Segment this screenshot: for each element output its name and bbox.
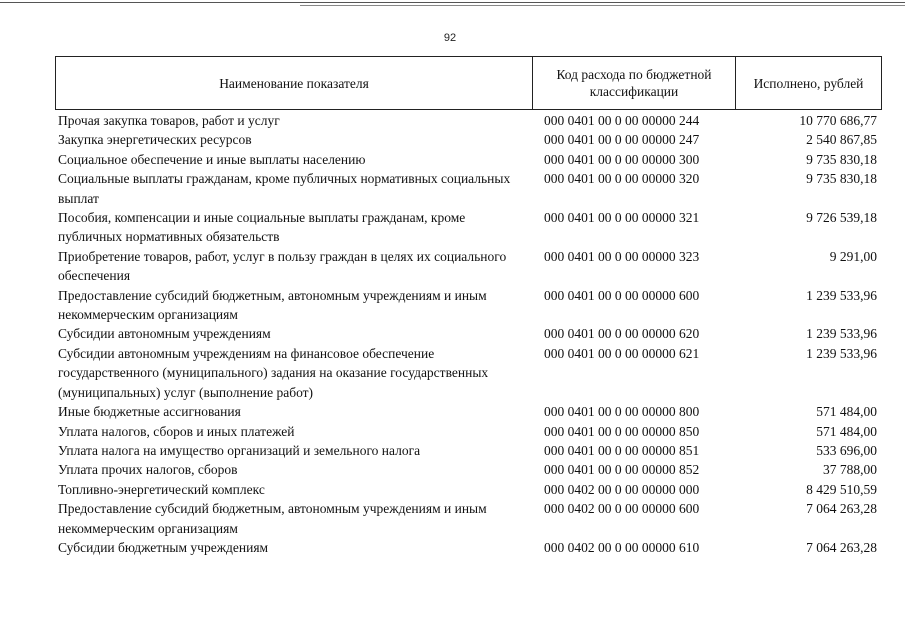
table-row bbox=[55, 111, 882, 130]
row-indicator-name: Субсидии автономным учреждениям на финансовое обеспечение государственного (муниципального) задания на оказание государственных (муниципальных) услуг (выполнение работ) bbox=[58, 345, 489, 400]
table-row bbox=[55, 130, 882, 149]
row-amount: 37 788,00 bbox=[823, 462, 877, 478]
row-budget-code: 000 0401 00 0 00 00000 621 bbox=[544, 345, 700, 361]
row-amount: 571 484,00 bbox=[816, 423, 877, 439]
row-indicator-name: Социальные выплаты гражданам, кроме публичных нормативных социальных выплат bbox=[58, 171, 511, 206]
row-amount: 533 696,00 bbox=[816, 442, 877, 458]
header-indicator-name: Наименование показателя bbox=[56, 57, 533, 109]
row-indicator-name: Социальное обеспечение и иные выплаты населению bbox=[58, 151, 366, 167]
row-amount: 1 239 533,96 bbox=[806, 345, 877, 361]
table-row bbox=[55, 344, 882, 402]
row-budget-code: 000 0401 00 0 00 00000 244 bbox=[544, 113, 700, 128]
table-row bbox=[55, 150, 882, 169]
row-amount: 9 735 830,18 bbox=[806, 171, 877, 187]
row-budget-code: 000 0402 00 0 00 00000 610 bbox=[544, 539, 700, 555]
row-budget-code: 000 0401 00 0 00 00000 300 bbox=[544, 151, 700, 167]
row-budget-code: 000 0401 00 0 00 00000 620 bbox=[544, 326, 700, 342]
table-row bbox=[55, 402, 882, 421]
table-row bbox=[55, 286, 882, 325]
top-border-line-secondary bbox=[300, 5, 905, 6]
row-indicator-name: Пособия, компенсации и иные социальные выплаты гражданам, кроме публичных нормативных обязательств bbox=[58, 210, 466, 245]
row-amount: 10 770 686,77 bbox=[799, 113, 877, 128]
header-executed-amount: Исполнено, рублей bbox=[753, 75, 864, 91]
page-number: 92 bbox=[443, 32, 457, 44]
top-border-line bbox=[0, 2, 905, 3]
expenditure-table bbox=[55, 56, 882, 557]
row-amount: 1 239 533,96 bbox=[806, 326, 877, 342]
row-budget-code: 000 0401 00 0 00 00000 800 bbox=[544, 404, 700, 420]
row-amount: 2 540 867,85 bbox=[806, 132, 877, 148]
table-row bbox=[55, 538, 882, 557]
row-amount: 7 064 263,28 bbox=[806, 501, 877, 517]
row-indicator-name: Уплата налогов, сборов и иных платежей bbox=[58, 423, 295, 439]
table-row bbox=[55, 422, 882, 441]
row-amount: 8 429 510,59 bbox=[806, 481, 877, 497]
row-budget-code: 000 0401 00 0 00 00000 323 bbox=[544, 248, 700, 264]
table-header bbox=[55, 56, 882, 110]
table-row bbox=[55, 324, 882, 343]
table-row bbox=[55, 247, 882, 286]
header-budget-code: Код расхода по бюджетной классификации bbox=[533, 57, 736, 109]
row-budget-code: 000 0401 00 0 00 00000 852 bbox=[544, 462, 700, 478]
row-budget-code: 000 0401 00 0 00 00000 600 bbox=[544, 287, 700, 303]
row-indicator-name: Уплата прочих налогов, сборов bbox=[58, 462, 238, 478]
row-budget-code: 000 0401 00 0 00 00000 850 bbox=[544, 423, 700, 439]
row-indicator-name: Предоставление субсидий бюджетным, автономным учреждениям и иным некоммерческим организациям bbox=[58, 501, 487, 536]
row-amount: 9 726 539,18 bbox=[806, 210, 877, 226]
table-row bbox=[55, 460, 882, 479]
row-indicator-name: Уплата налога на имущество организаций и земельного налога bbox=[58, 442, 421, 458]
row-budget-code: 000 0401 00 0 00 00000 321 bbox=[544, 210, 700, 226]
row-amount: 571 484,00 bbox=[816, 404, 877, 420]
row-indicator-name: Предоставление субсидий бюджетным, автономным учреждениям и иным некоммерческим организациям bbox=[58, 287, 487, 323]
row-indicator-name: Субсидии бюджетным учреждениям bbox=[58, 539, 269, 555]
row-indicator-name: Приобретение товаров, работ, услуг в пользу граждан в целях их социального обеспечения bbox=[58, 248, 507, 284]
table-row bbox=[55, 480, 882, 499]
row-budget-code: 000 0402 00 0 00 00000 000 bbox=[544, 481, 700, 497]
row-budget-code: 000 0401 00 0 00 00000 247 bbox=[544, 132, 700, 148]
row-budget-code: 000 0401 00 0 00 00000 851 bbox=[544, 442, 700, 458]
row-budget-code: 000 0401 00 0 00 00000 320 bbox=[544, 171, 700, 187]
row-amount: 9 291,00 bbox=[829, 248, 877, 264]
table-row bbox=[55, 208, 882, 247]
table-row bbox=[55, 169, 882, 208]
table-row bbox=[55, 499, 882, 538]
row-amount: 9 735 830,18 bbox=[806, 151, 877, 167]
table-row bbox=[55, 441, 882, 460]
row-indicator-name: Субсидии автономным учреждениям bbox=[58, 326, 271, 342]
row-indicator-name: Прочая закупка товаров, работ и услуг bbox=[58, 113, 280, 128]
row-indicator-name: Топливно-энергетический комплекс bbox=[58, 481, 265, 497]
row-indicator-name: Закупка энергетических ресурсов bbox=[58, 132, 252, 148]
row-amount: 7 064 263,28 bbox=[806, 539, 877, 555]
row-indicator-name: Иные бюджетные ассигнования bbox=[58, 404, 241, 420]
row-budget-code: 000 0402 00 0 00 00000 600 bbox=[544, 501, 700, 517]
table-body bbox=[55, 111, 882, 557]
row-amount: 1 239 533,96 bbox=[806, 287, 877, 303]
